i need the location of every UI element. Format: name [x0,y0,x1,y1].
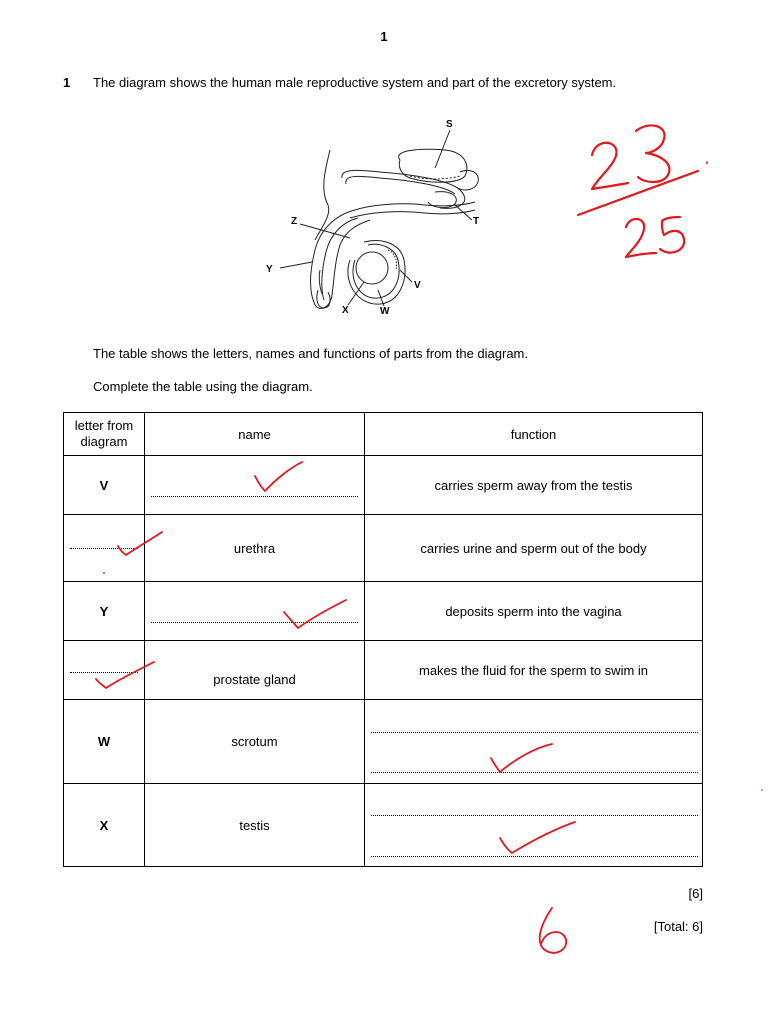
row-function: deposits sperm into the vagina [365,582,703,641]
handwritten-page-score-6 [540,908,567,953]
diagram-label-t: T [473,216,480,227]
header-name: name [145,413,365,456]
total-marks-label: [Total: 6] [653,919,703,934]
question-number: 1 [63,75,71,90]
tick-icon [491,744,552,772]
instruction: Complete the table using the diagram. [93,379,313,394]
question-text: The diagram shows the human male reproductive system and part of the excretory system. [93,75,617,90]
row-function: makes the fluid for the sperm to swim in [365,641,703,700]
diagram-label-z: Z [291,216,298,227]
row-name: prostate gland [145,641,365,700]
row-letter: V [64,456,145,515]
row-function: carries urine and sperm out of the body [365,515,703,582]
tick-icon [96,662,154,688]
row-letter: W [64,700,145,784]
tick-icon [500,822,575,853]
row-name: urethra [145,515,365,582]
tick-icon [284,600,346,628]
marks-label: [6] [688,886,703,901]
page-number: 1 [380,29,388,44]
diagram-label-v: V [414,280,421,291]
diagram-label-y: Y [266,264,273,275]
row-name: testis [145,784,365,867]
tick-icon [255,462,302,491]
tick-icon [118,532,162,555]
header-function: function [365,413,703,456]
row-name: scrotum [145,700,365,784]
row-function: carries sperm away from the testis [365,456,703,515]
diagram-label-w: W [380,306,390,317]
row-letter: Y [64,582,145,641]
diagram-label-x: X [342,305,349,316]
table-intro: The table shows the letters, names and functions of parts from the diagram. [93,346,528,361]
diagram-label-s: S [446,119,453,130]
header-letter: letter from diagram [64,413,145,456]
row-letter: X [64,784,145,867]
